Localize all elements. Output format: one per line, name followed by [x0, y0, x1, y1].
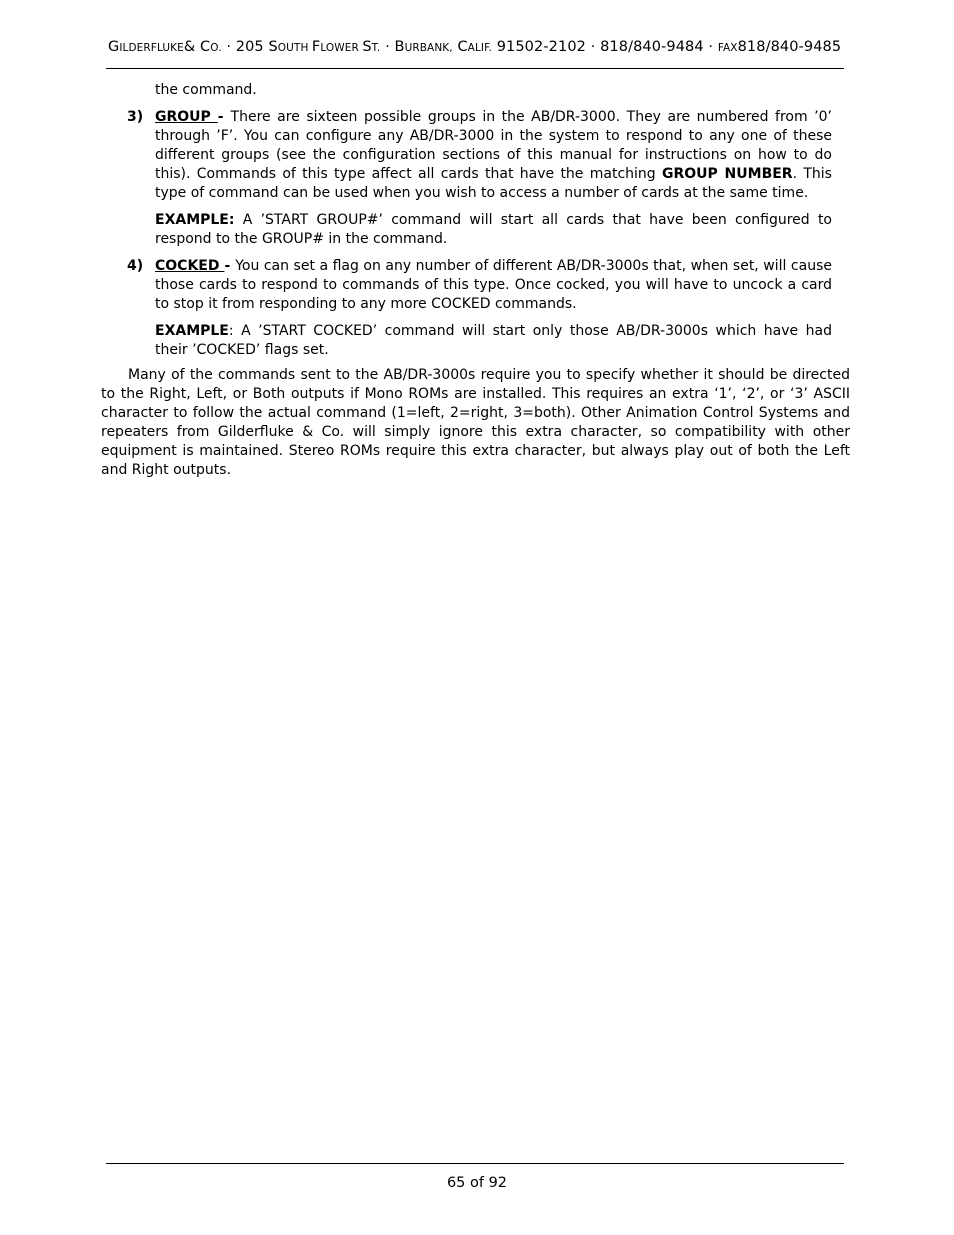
header-separator: · — [585, 39, 601, 55]
item-text — [155, 257, 832, 314]
item-number: 4) — [127, 258, 144, 274]
header-phone: 818/840-9484 — [600, 39, 704, 55]
example-text: : A ’START COCKED’ command will start only those AB/DR-3000s which have had their ’COCKED’ flags set. — [155, 323, 832, 358]
header-fax: 818/840-9485 — [737, 39, 842, 55]
header-text: 205 — [235, 39, 269, 55]
header-text: FAX — [717, 42, 738, 54]
page-body — [0, 81, 954, 480]
header-text: C — [200, 39, 211, 55]
header-text: F — [311, 39, 321, 55]
continuation-text: the command. — [155, 82, 257, 98]
header-text: LOWER — [320, 42, 363, 54]
example-group — [155, 211, 832, 249]
example-label: EXAMPLE — [155, 323, 229, 339]
item-lead: GROUP — [155, 109, 218, 125]
footer-rule — [106, 1163, 844, 1164]
header-text: B — [394, 39, 405, 55]
example-text: A ’START GROUP#’ command will start all cards that have been configured to respond to the GROUP# in the command. — [155, 212, 832, 247]
header-text: ILDERFLUKE — [119, 42, 184, 54]
header-text: OUTH — [277, 42, 312, 54]
header-separator: · — [221, 39, 236, 55]
item-body: You can set a flag on any number of different AB/DR-3000s that, when set, will cause those cards to respond to commands of this type. Once cocked, you will have to uncock a card to stop it from responding to any more COCKED commands. — [155, 258, 832, 312]
list-item-group — [127, 108, 832, 203]
page-header — [108, 39, 840, 55]
item-dash: - — [217, 109, 231, 125]
header-text: C — [452, 39, 468, 55]
example-label: EXAMPLE: — [155, 212, 235, 228]
header-text: G — [108, 39, 120, 55]
header-text: S — [268, 39, 278, 55]
item-body: . This type of command can be used when you wish to access a number of cards at the same time. — [155, 166, 832, 201]
header-text: S — [362, 39, 372, 55]
header-text: 91502-2102 — [492, 39, 586, 55]
header-rule — [106, 68, 844, 69]
item-lead: COCKED — [155, 258, 225, 274]
item-number: 3) — [127, 109, 144, 125]
example-cocked — [155, 322, 832, 360]
item-body: There are sixteen possible groups in the AB/DR-3000. They are numbered from ’0’ through ’F’. You can configure any AB/DR-3000 in the system to respond to any one of these different groups (see the configuration sections of this manual for instructions on how to do this). Commands of this type affect all cards that have the matching — [155, 109, 832, 182]
item-dash: - — [224, 258, 236, 274]
header-text: ALIF. — [467, 42, 492, 54]
page-number: 65 of 92 — [446, 1175, 508, 1191]
header-text: T. — [371, 42, 381, 54]
header-text: O. — [210, 42, 222, 54]
item-bold-term: GROUP NUMBER — [662, 166, 793, 182]
item-text — [155, 108, 832, 203]
header-separator: · — [380, 39, 395, 55]
header-text: URBANK, — [404, 42, 453, 54]
body-paragraph: Many of the commands sent to the AB/DR-3000s require you to specify whether it should be directed to the Right, Left, or Both outputs if Mono ROMs are installed. This requires an extra ‘1’, ‘2’, or ‘3’ ASCII character to follow the actual command (1=left, 2=right, 3=both). Other Animation Control Systems and repeaters from Gilderfluke & Co. will simply ignore this extra character, so compatibility with other equipment is maintained. Stereo ROMs require this extra character, but always play out of both the Left and Right outputs. — [101, 367, 850, 478]
list-item-cocked — [127, 257, 832, 314]
header-text: & — [183, 39, 201, 55]
header-separator: · — [703, 39, 718, 55]
